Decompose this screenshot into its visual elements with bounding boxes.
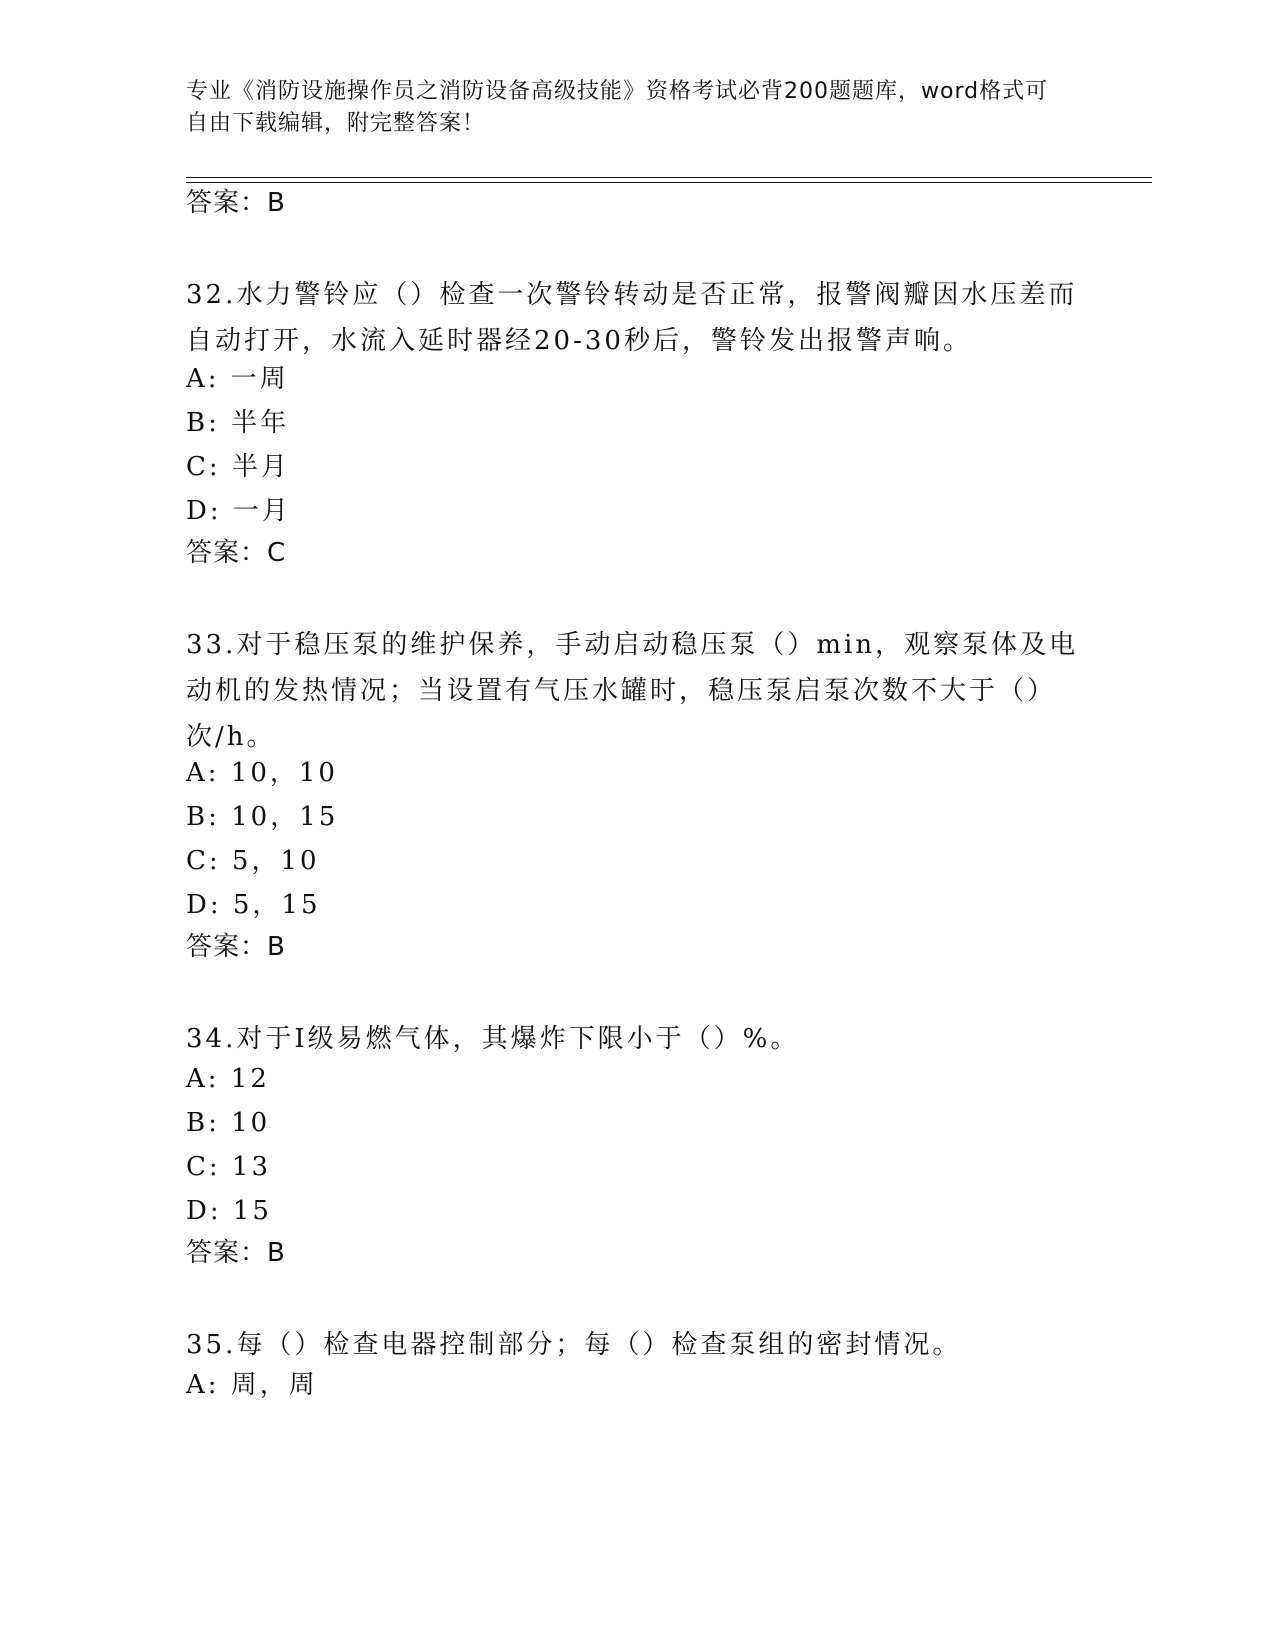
q33-option-b: B: 10，15 bbox=[186, 802, 339, 832]
q35-option-a: A: 周，周 bbox=[186, 1370, 318, 1400]
question-35: 35.每（）检查电器控制部分；每（）检查泵组的密封情况。 bbox=[186, 1330, 962, 1360]
answer-32: 答案：C bbox=[186, 538, 287, 568]
q33-option-d: D: 5，15 bbox=[186, 890, 321, 920]
q33-option-c: C: 5，10 bbox=[186, 846, 320, 876]
question-33: 33.对于稳压泵的维护保养，手动启动稳压泵（）min，观察泵体及电动机的发热情况；当设置有气压水罐时，稳压泵启泵次数不大于（）次/h。 bbox=[186, 630, 1079, 752]
header-rule-top bbox=[186, 177, 1152, 178]
q34-option-a: A: 12 bbox=[186, 1064, 270, 1094]
q32-option-a: A: 一周 bbox=[186, 364, 289, 394]
question-34: 34.对于Ⅰ级易燃气体，其爆炸下限小于（）%。 bbox=[186, 1024, 800, 1054]
answer-33: 答案：B bbox=[186, 932, 286, 962]
q33-option-a: A: 10，10 bbox=[186, 758, 338, 788]
answer-34: 答案：B bbox=[186, 1238, 286, 1268]
document-header: 专业《消防设施操作员之消防设备高级技能》资格考试必背200题题库，word格式可自由下载编辑，附完整答案！ bbox=[186, 79, 1049, 136]
q32-option-d: D: 一月 bbox=[186, 496, 291, 526]
question-32: 32.水力警铃应（）检查一次警铃转动是否正常，报警阀瓣因水压差而自动打开，水流入延时器经20-30秒后，警铃发出报警声响。 bbox=[186, 280, 1078, 356]
q34-option-c: C: 13 bbox=[186, 1152, 272, 1182]
header-rule-bottom bbox=[186, 182, 1152, 183]
q34-option-d: D: 15 bbox=[186, 1196, 272, 1226]
q32-option-b: B: 半年 bbox=[186, 408, 290, 438]
q32-option-c: C: 半月 bbox=[186, 452, 290, 482]
answer-31: 答案：B bbox=[186, 188, 286, 218]
q34-option-b: B: 10 bbox=[186, 1108, 271, 1138]
